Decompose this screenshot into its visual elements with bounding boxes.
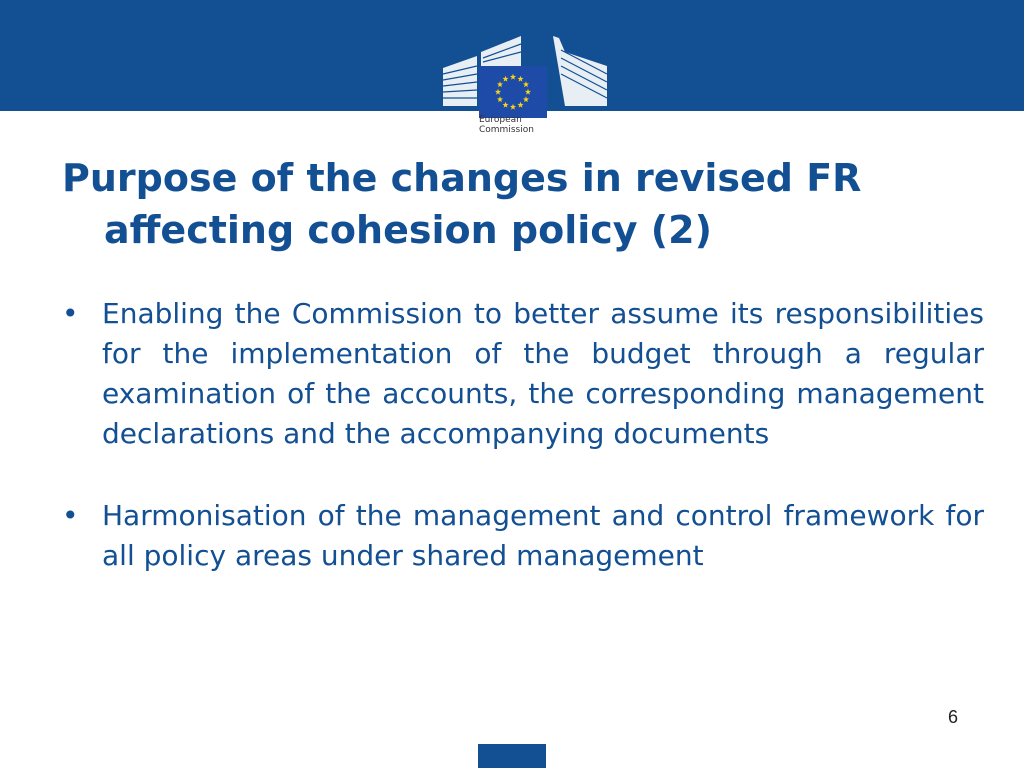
- footer-tab: [478, 744, 546, 768]
- slide-title: [62, 152, 1002, 256]
- bullet-icon: •: [62, 499, 79, 532]
- slide-title-line2: affecting cohesion policy (2): [104, 208, 712, 252]
- page-number: 6: [948, 707, 959, 727]
- logo-caption: [479, 115, 534, 135]
- bullet-item: [62, 496, 984, 576]
- logo-caption-line2: Commission: [479, 125, 534, 135]
- bullet-text: Harmonisation of the management and control framework for all policy areas under shared management: [102, 499, 984, 572]
- logo-caption-line1: European: [479, 115, 522, 125]
- bullet-icon: •: [62, 297, 79, 330]
- bullet-text: Enabling the Commission to better assume its responsibilities for the implementation of the budget through a regular examination of the accounts, the corresponding management declarations and the accompanying documents: [102, 297, 984, 450]
- slide-title-line1: Purpose of the changes in revised FR: [62, 156, 862, 200]
- bullet-item: [62, 294, 984, 454]
- bullet-list: [62, 294, 984, 618]
